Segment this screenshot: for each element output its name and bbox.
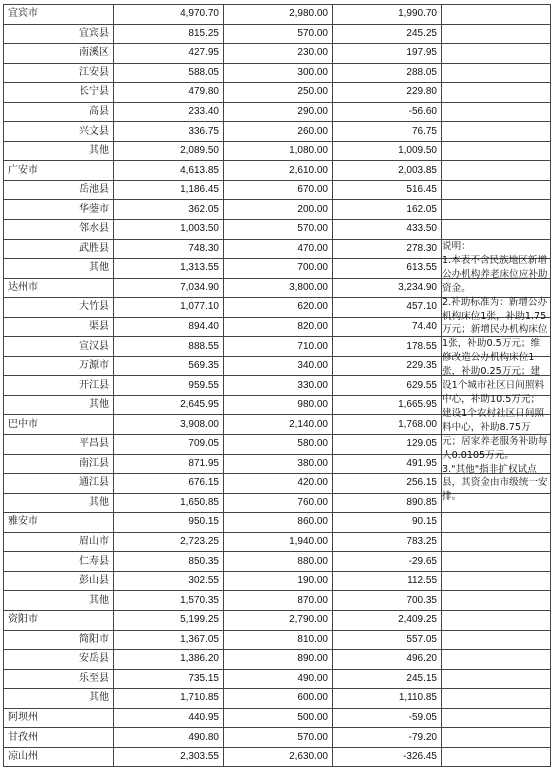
amount-b-cell: 1,940.00: [224, 532, 333, 552]
amount-b-cell: 2,610.00: [224, 161, 333, 181]
region-name-cell: 渠县: [4, 317, 114, 337]
amount-b-cell: 190.00: [224, 571, 333, 591]
amount-b-cell: 2,790.00: [224, 610, 333, 630]
table-row: [4, 747, 551, 767]
region-name-cell: 乐至县: [4, 669, 114, 689]
region-name-cell: 其他: [4, 689, 114, 709]
amount-c-cell: -56.60: [333, 102, 442, 122]
region-name-cell: 武胜县: [4, 239, 114, 259]
amount-c-cell: 76.75: [333, 122, 442, 142]
amount-a-cell: 1,710.85: [114, 689, 224, 709]
region-name-cell: 其他: [4, 141, 114, 161]
amount-c-cell: 278.30: [333, 239, 442, 259]
region-name-cell: 简阳市: [4, 630, 114, 650]
note-column-cell: [442, 44, 551, 64]
amount-a-cell: 3,908.00: [114, 415, 224, 435]
amount-a-cell: 1,003.50: [114, 220, 224, 240]
amount-b-cell: 230.00: [224, 44, 333, 64]
note-column-cell: [442, 5, 551, 25]
table-row: [4, 630, 551, 650]
table-row: [4, 141, 551, 161]
table-row: [4, 180, 551, 200]
amount-c-cell: 557.05: [333, 630, 442, 650]
region-name-cell: 岳池县: [4, 180, 114, 200]
note-column-cell: [442, 141, 551, 161]
amount-a-cell: 233.40: [114, 102, 224, 122]
amount-b-cell: 260.00: [224, 122, 333, 142]
table-row: [4, 650, 551, 670]
region-name-cell: 凉山州: [4, 747, 114, 767]
amount-a-cell: 7,034.90: [114, 278, 224, 298]
amount-b-cell: 980.00: [224, 395, 333, 415]
note-column-cell: [442, 532, 551, 552]
amount-c-cell: 457.10: [333, 298, 442, 318]
amount-a-cell: 1,313.55: [114, 259, 224, 279]
amount-a-cell: 1,650.85: [114, 493, 224, 513]
amount-c-cell: 1,990.70: [333, 5, 442, 25]
amount-c-cell: 112.55: [333, 571, 442, 591]
amount-a-cell: 2,303.55: [114, 747, 224, 767]
amount-a-cell: 748.30: [114, 239, 224, 259]
amount-c-cell: -59.05: [333, 708, 442, 728]
amount-a-cell: 709.05: [114, 435, 224, 455]
amount-b-cell: 2,980.00: [224, 5, 333, 25]
region-name-cell: 眉山市: [4, 532, 114, 552]
amount-a-cell: 959.55: [114, 376, 224, 396]
amount-a-cell: 1,367.05: [114, 630, 224, 650]
table-row: [4, 591, 551, 611]
note-column-cell: [442, 220, 551, 240]
region-name-cell: 兴文县: [4, 122, 114, 142]
amount-a-cell: 1,186.45: [114, 180, 224, 200]
amount-a-cell: 302.55: [114, 571, 224, 591]
note-column-cell: [442, 180, 551, 200]
amount-a-cell: 850.35: [114, 552, 224, 572]
region-name-cell: 南江县: [4, 454, 114, 474]
amount-b-cell: 1,080.00: [224, 141, 333, 161]
note-item-1: 1.本表不含民族地区新增公办机构养老床位应补助资金。: [442, 254, 548, 294]
amount-c-cell: 256.15: [333, 474, 442, 494]
amount-b-cell: 250.00: [224, 83, 333, 103]
table-row: [4, 24, 551, 44]
region-name-cell: 江安县: [4, 63, 114, 83]
region-name-cell: 平昌县: [4, 435, 114, 455]
amount-a-cell: 490.80: [114, 728, 224, 748]
note-column-cell: [442, 708, 551, 728]
amount-b-cell: 870.00: [224, 591, 333, 611]
note-column-cell: [442, 102, 551, 122]
amount-a-cell: 735.15: [114, 669, 224, 689]
amount-c-cell: -79.20: [333, 728, 442, 748]
table-row: [4, 122, 551, 142]
amount-c-cell: -29.65: [333, 552, 442, 572]
region-name-cell: 万源市: [4, 356, 114, 376]
amount-b-cell: 2,140.00: [224, 415, 333, 435]
region-name-cell: 其他: [4, 395, 114, 415]
amount-b-cell: 420.00: [224, 474, 333, 494]
amount-b-cell: 880.00: [224, 552, 333, 572]
region-name-cell: 彭山县: [4, 571, 114, 591]
amount-b-cell: 700.00: [224, 259, 333, 279]
amount-c-cell: 2,003.85: [333, 161, 442, 181]
amount-a-cell: 5,199.25: [114, 610, 224, 630]
region-name-cell: 其他: [4, 259, 114, 279]
region-name-cell: 宜宾市: [4, 5, 114, 25]
region-name-cell: 阿坝州: [4, 708, 114, 728]
amount-c-cell: 1,110.85: [333, 689, 442, 709]
region-name-cell: 华蓥市: [4, 200, 114, 220]
amount-a-cell: 336.75: [114, 122, 224, 142]
notes-panel: [442, 240, 548, 504]
table-row: [4, 44, 551, 64]
amount-b-cell: 200.00: [224, 200, 333, 220]
note-column-cell: [442, 571, 551, 591]
amount-b-cell: 600.00: [224, 689, 333, 709]
amount-c-cell: 700.35: [333, 591, 442, 611]
note-column-cell: [442, 552, 551, 572]
table-row: [4, 708, 551, 728]
note-item-3: 3."其他"指非扩权试点县，其资金由市级统一安排。: [442, 463, 548, 503]
amount-a-cell: 888.55: [114, 337, 224, 357]
table-row: [4, 689, 551, 709]
amount-b-cell: 570.00: [224, 220, 333, 240]
amount-b-cell: 860.00: [224, 513, 333, 533]
region-name-cell: 大竹县: [4, 298, 114, 318]
amount-a-cell: 815.25: [114, 24, 224, 44]
amount-b-cell: 620.00: [224, 298, 333, 318]
region-name-cell: 南溪区: [4, 44, 114, 64]
amount-a-cell: 479.80: [114, 83, 224, 103]
table-row: [4, 102, 551, 122]
amount-c-cell: 890.85: [333, 493, 442, 513]
table-row: [4, 610, 551, 630]
note-item-2: 2.补助标准为：新增公办机构床位1张，补助1.75万元；新增民办机构床位1张，补助0.5万元；维修改造公办机构床位1张，补助0.25万元；建设1个城市社区日间照料中心，补助10.5万元；建设1个农村社区日间照料中心，补助8.75万元；居家养老服务补助每人0.0105万元。: [442, 296, 548, 461]
table-row: [4, 220, 551, 240]
amount-c-cell: 783.25: [333, 532, 442, 552]
amount-c-cell: 629.55: [333, 376, 442, 396]
region-name-cell: 资阳市: [4, 610, 114, 630]
amount-a-cell: 588.05: [114, 63, 224, 83]
amount-b-cell: 300.00: [224, 63, 333, 83]
amount-a-cell: 362.05: [114, 200, 224, 220]
amount-c-cell: 229.35: [333, 356, 442, 376]
region-name-cell: 其他: [4, 493, 114, 513]
note-column-cell: [442, 747, 551, 767]
region-name-cell: 邻水县: [4, 220, 114, 240]
amount-c-cell: 129.05: [333, 435, 442, 455]
amount-b-cell: 330.00: [224, 376, 333, 396]
note-column-cell: [442, 24, 551, 44]
amount-b-cell: 670.00: [224, 180, 333, 200]
note-column-cell: [442, 513, 551, 533]
amount-c-cell: 197.95: [333, 44, 442, 64]
amount-c-cell: 245.15: [333, 669, 442, 689]
region-name-cell: 宜宾县: [4, 24, 114, 44]
amount-b-cell: 570.00: [224, 24, 333, 44]
notes-title: 说明：: [442, 241, 471, 252]
region-name-cell: 通江县: [4, 474, 114, 494]
amount-c-cell: 229.80: [333, 83, 442, 103]
note-column-cell: [442, 591, 551, 611]
amount-b-cell: 500.00: [224, 708, 333, 728]
region-name-cell: 广安市: [4, 161, 114, 181]
amount-a-cell: 871.95: [114, 454, 224, 474]
table-row: [4, 161, 551, 181]
region-name-cell: 仁寿县: [4, 552, 114, 572]
table-row: [4, 571, 551, 591]
amount-c-cell: 1,009.50: [333, 141, 442, 161]
region-name-cell: 达州市: [4, 278, 114, 298]
amount-b-cell: 3,800.00: [224, 278, 333, 298]
amount-b-cell: 2,630.00: [224, 747, 333, 767]
note-column-cell: [442, 83, 551, 103]
amount-b-cell: 470.00: [224, 239, 333, 259]
region-name-cell: 巴中市: [4, 415, 114, 435]
region-name-cell: 雅安市: [4, 513, 114, 533]
amount-b-cell: 810.00: [224, 630, 333, 650]
table-row: [4, 513, 551, 533]
table-row: [4, 669, 551, 689]
amount-b-cell: 820.00: [224, 317, 333, 337]
amount-b-cell: 340.00: [224, 356, 333, 376]
amount-c-cell: 613.55: [333, 259, 442, 279]
table-row: [4, 532, 551, 552]
amount-b-cell: 580.00: [224, 435, 333, 455]
amount-a-cell: 2,089.50: [114, 141, 224, 161]
table-row: [4, 200, 551, 220]
amount-c-cell: 496.20: [333, 650, 442, 670]
amount-a-cell: 1,077.10: [114, 298, 224, 318]
amount-b-cell: 570.00: [224, 728, 333, 748]
amount-c-cell: 3,234.90: [333, 278, 442, 298]
table-row: [4, 728, 551, 748]
amount-b-cell: 760.00: [224, 493, 333, 513]
amount-c-cell: 433.50: [333, 220, 442, 240]
table-row: [4, 83, 551, 103]
note-column-cell: [442, 650, 551, 670]
amount-c-cell: 491.95: [333, 454, 442, 474]
amount-a-cell: 4,970.70: [114, 5, 224, 25]
note-column-cell: [442, 610, 551, 630]
amount-a-cell: 4,613.85: [114, 161, 224, 181]
table-row: [4, 5, 551, 25]
amount-b-cell: 890.00: [224, 650, 333, 670]
amount-a-cell: 2,723.25: [114, 532, 224, 552]
note-column-cell: [442, 669, 551, 689]
region-name-cell: 长宁县: [4, 83, 114, 103]
note-column-cell: [442, 63, 551, 83]
amount-c-cell: -326.45: [333, 747, 442, 767]
table-row: [4, 552, 551, 572]
amount-a-cell: 1,386.20: [114, 650, 224, 670]
amount-a-cell: 950.15: [114, 513, 224, 533]
amount-c-cell: 288.05: [333, 63, 442, 83]
note-column-cell: [442, 630, 551, 650]
amount-c-cell: 162.05: [333, 200, 442, 220]
region-name-cell: 甘孜州: [4, 728, 114, 748]
note-column-cell: [442, 122, 551, 142]
amount-a-cell: 894.40: [114, 317, 224, 337]
amount-b-cell: 490.00: [224, 669, 333, 689]
amount-c-cell: 516.45: [333, 180, 442, 200]
amount-a-cell: 2,645.95: [114, 395, 224, 415]
amount-c-cell: 1,665.95: [333, 395, 442, 415]
region-name-cell: 开江县: [4, 376, 114, 396]
amount-a-cell: 440.95: [114, 708, 224, 728]
amount-c-cell: 2,409.25: [333, 610, 442, 630]
amount-c-cell: 90.15: [333, 513, 442, 533]
amount-a-cell: 676.15: [114, 474, 224, 494]
region-name-cell: 安岳县: [4, 650, 114, 670]
note-column-cell: [442, 161, 551, 181]
amount-a-cell: 427.95: [114, 44, 224, 64]
amount-c-cell: 1,768.00: [333, 415, 442, 435]
region-name-cell: 宣汉县: [4, 337, 114, 357]
note-column-cell: [442, 728, 551, 748]
amount-b-cell: 710.00: [224, 337, 333, 357]
note-column-cell: [442, 689, 551, 709]
note-column-cell: [442, 200, 551, 220]
amount-c-cell: 178.55: [333, 337, 442, 357]
amount-b-cell: 290.00: [224, 102, 333, 122]
amount-c-cell: 74.40: [333, 317, 442, 337]
amount-a-cell: 569.35: [114, 356, 224, 376]
amount-a-cell: 1,570.35: [114, 591, 224, 611]
region-name-cell: 高县: [4, 102, 114, 122]
amount-c-cell: 245.25: [333, 24, 442, 44]
table-row: [4, 63, 551, 83]
amount-b-cell: 380.00: [224, 454, 333, 474]
region-name-cell: 其他: [4, 591, 114, 611]
